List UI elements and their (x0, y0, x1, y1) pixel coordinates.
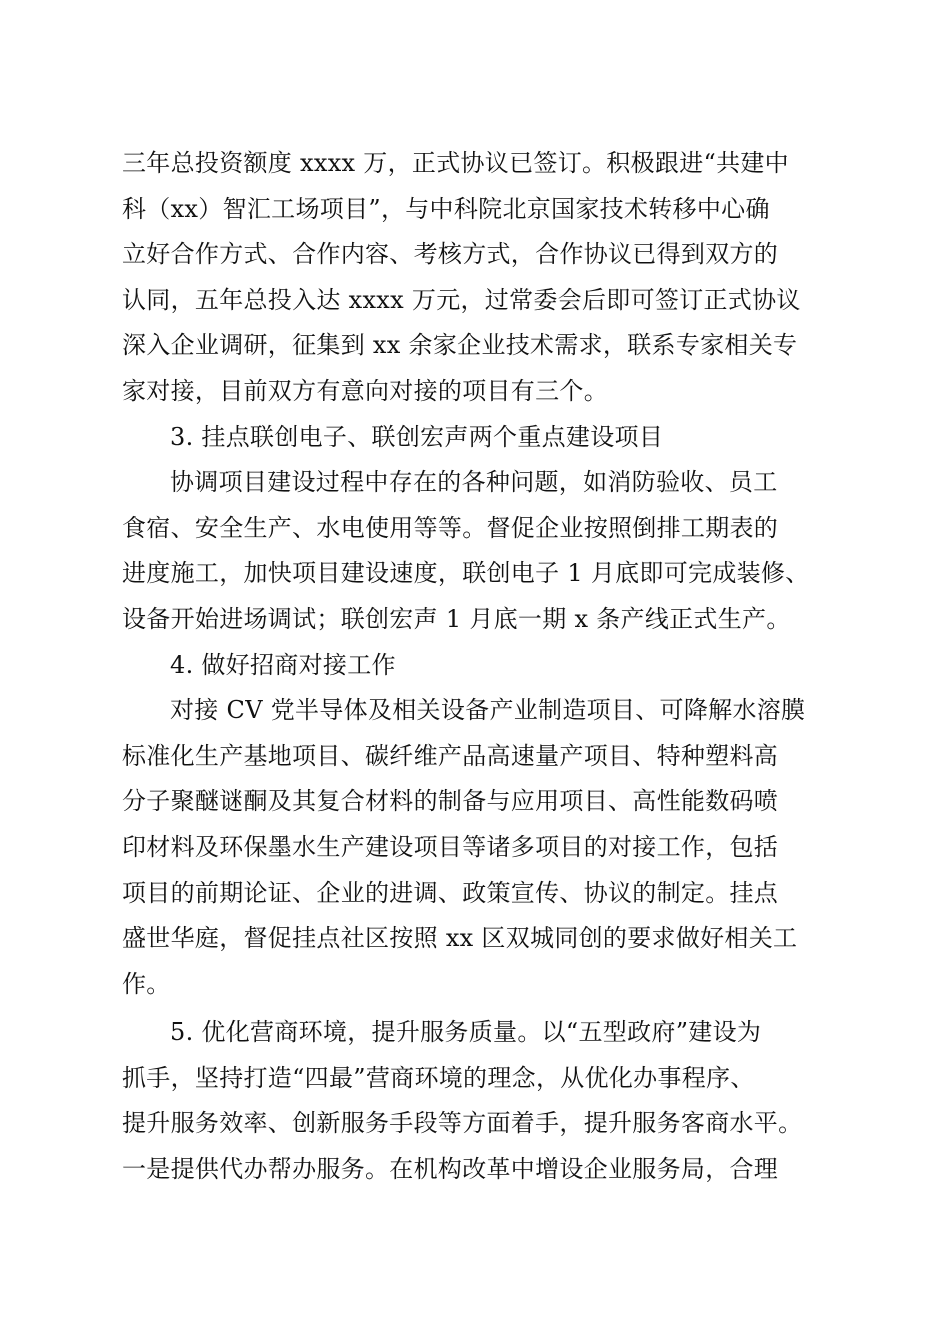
text-line-9: 食宿、安全生产、水电使用等等。督促企业按照倒排工期表的 (122, 513, 779, 542)
text-line-18: 盛世华庭，督促挂点社区按照 xx 区双城同创的要求做好相关工 (122, 924, 798, 953)
text-line-14: 标准化生产基地项目、碳纤维产品高速量产项目、特种塑料高 (122, 741, 779, 770)
text-line-13: 对接 CV 党半导体及相关设备产业制造项目、可降解水溶膜 (170, 696, 806, 725)
text-line-1: 三年总投资额度 xxxx 万，正式协议已签订。积极跟进“共建中 (122, 149, 789, 177)
section-heading-5: 5. 优化营商环境，提升服务质量。以“五型政府”建设为 (170, 1018, 762, 1047)
text-line-22: 提升服务效率、创新服务手段等方面着手，提升服务客商水平。 (122, 1109, 803, 1138)
text-line-2: 科（xx）智汇工场项目”，与中科院北京国家技术转移中心确 (122, 194, 770, 223)
text-line-5: 深入企业调研，征集到 xx 余家企业技术需求，联系专家相关专 (122, 331, 798, 360)
text-line-4: 认同，五年总投入达 xxxx 万元，过常委会后即可签订正式协议 (122, 285, 801, 314)
body-text (122, 141, 842, 1193)
section-heading-3: 3. 挂点联创电子、联创宏声两个重点建设项目 (170, 422, 664, 451)
text-line-3: 立好合作方式、合作内容、考核方式，合作协议已得到双方的 (122, 240, 779, 269)
section-heading-4: 4. 做好招商对接工作 (170, 650, 396, 679)
text-line-21: 抓手，坚持打造“四最”营商环境的理念，从优化办事程序、 (122, 1063, 755, 1092)
text-line-11: 设备开始进场调试；联创宏声 1 月底一期 x 条产线正式生产。 (122, 604, 791, 633)
text-line-6: 家对接，目前双方有意向对接的项目有三个。 (122, 376, 608, 405)
text-line-15: 分子聚醚谜酮及其复合材料的制备与应用项目、高性能数码喷 (122, 787, 779, 816)
text-line-10: 进度施工，加快项目建设速度，联创电子 1 月底即可完成装修、 (122, 559, 810, 588)
text-line-16: 印材料及环保墨水生产建设项目等诸多项目的对接工作，包括 (122, 832, 779, 861)
text-line-19: 作。 (122, 969, 171, 998)
text-line-23: 一是提供代办帮办服务。在机构改革中增设企业服务局，合理 (122, 1155, 779, 1184)
text-line-17: 项目的前期论证、企业的进调、政策宣传、协议的制定。挂点 (122, 878, 779, 907)
text-line-8: 协调项目建设过程中存在的各种问题，如消防验收、员工 (170, 468, 778, 497)
